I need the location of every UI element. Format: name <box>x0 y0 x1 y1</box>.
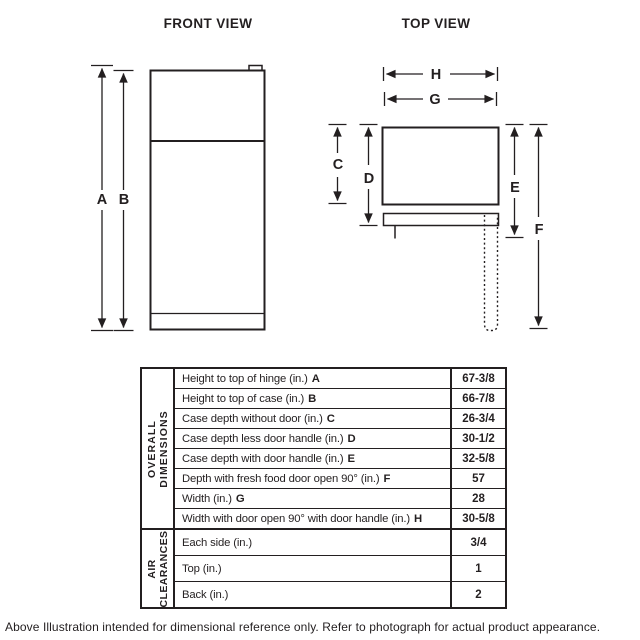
row-label-text: Height to top of case (in.) <box>182 392 305 405</box>
row-label <box>175 369 450 388</box>
table-row <box>175 429 505 449</box>
row-label-text: Width (in.) <box>182 492 232 505</box>
dim-label-e: E <box>510 180 520 196</box>
row-value: 32-5/8 <box>450 449 505 468</box>
dim-label-g: G <box>429 92 441 108</box>
row-label-text: Height to top of hinge (in.) <box>182 372 308 385</box>
dim-label-f: F <box>534 222 544 238</box>
row-value: 2 <box>450 582 505 607</box>
row-letter: E <box>347 452 355 465</box>
row-letter: C <box>326 412 335 425</box>
air-clearances-header-cell <box>142 530 175 607</box>
header-line: CLEARANCES <box>157 530 170 607</box>
row-letter: H <box>413 512 422 525</box>
row-label-text: Each side (in.) <box>182 536 252 549</box>
row-value: 30-5/8 <box>450 509 505 528</box>
open-door-dashed-outline <box>485 215 498 331</box>
door-top-outline <box>384 214 499 226</box>
table-row <box>175 389 505 409</box>
row-value: 66-7/8 <box>450 389 505 408</box>
row-value: 3/4 <box>450 530 505 555</box>
overall-dimensions-section <box>142 369 505 530</box>
row-label-text: Case depth less door handle (in.) <box>182 432 344 445</box>
dim-label-h: H <box>430 67 442 83</box>
row-letter: A <box>311 372 320 385</box>
header-line: AIR <box>145 558 158 579</box>
row-value: 67-3/8 <box>450 369 505 388</box>
row-label <box>175 449 450 468</box>
air-clearances-header <box>146 530 170 607</box>
front-view-drawing <box>91 66 265 331</box>
row-label-text: Case depth without door (in.) <box>182 412 323 425</box>
row-label <box>175 582 450 607</box>
overall-dimensions-header <box>146 410 170 488</box>
row-label-text: Back (in.) <box>182 588 229 601</box>
dimensions-table <box>140 367 507 609</box>
table-row <box>175 582 505 607</box>
row-label-text: Depth with fresh food door open 90° (in.) <box>182 472 380 485</box>
air-clearances-section <box>142 530 505 607</box>
row-label <box>175 429 450 448</box>
air-clearances-rows <box>175 530 505 607</box>
row-value: 28 <box>450 489 505 508</box>
table-row <box>175 509 505 528</box>
overall-dimensions-header-cell <box>142 369 175 528</box>
table-row <box>175 469 505 489</box>
row-value: 26-3/4 <box>450 409 505 428</box>
row-label <box>175 469 450 488</box>
row-label-text: Case depth with door handle (in.) <box>182 452 344 465</box>
row-label <box>175 489 450 508</box>
overall-dimensions-rows <box>175 369 505 528</box>
table-row <box>175 530 505 556</box>
row-value: 1 <box>450 556 505 581</box>
row-letter: D <box>347 432 356 445</box>
front-view-title: FRONT VIEW <box>163 16 253 31</box>
dim-label-b: B <box>118 192 130 208</box>
dim-label-a: A <box>96 192 108 208</box>
row-letter: B <box>308 392 317 405</box>
table-row <box>175 449 505 469</box>
row-letter: F <box>383 472 391 485</box>
row-label <box>175 389 450 408</box>
case-top-outline <box>383 128 499 205</box>
row-label-text: Top (in.) <box>182 562 222 575</box>
row-label-text: Width with door open 90° with door handle (in.) <box>182 512 410 525</box>
dim-label-c: C <box>332 157 344 173</box>
table-row <box>175 489 505 509</box>
header-line: DIMENSIONS <box>157 409 170 488</box>
refrigerator-outline <box>151 71 265 330</box>
row-label <box>175 509 450 528</box>
footer-note: Above Illustration intended for dimensional reference only. Refer to photograph for actual product appearance. <box>5 620 601 634</box>
row-label <box>175 530 450 555</box>
table-row <box>175 409 505 429</box>
top-view-title: TOP VIEW <box>401 16 471 31</box>
row-label <box>175 556 450 581</box>
row-label <box>175 409 450 428</box>
header-line: OVERALL <box>145 419 158 478</box>
row-value: 57 <box>450 469 505 488</box>
table-row <box>175 369 505 389</box>
row-letter: G <box>235 492 245 505</box>
table-row <box>175 556 505 582</box>
row-value: 30-1/2 <box>450 429 505 448</box>
dim-label-d: D <box>363 171 375 187</box>
